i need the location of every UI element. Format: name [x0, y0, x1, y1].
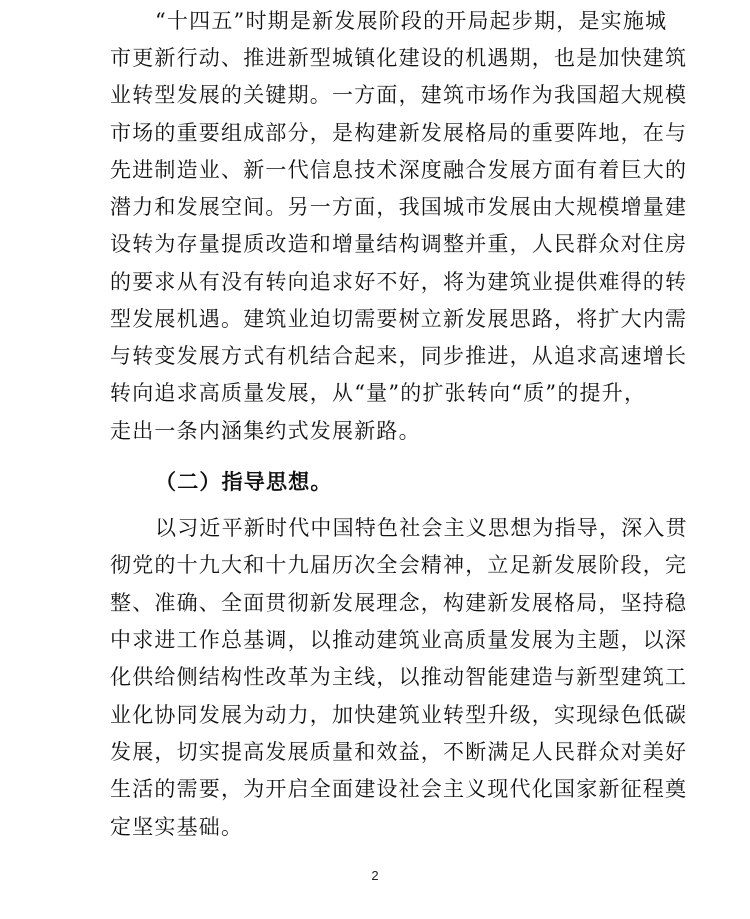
paragraph-2-line-9: 定坚实基础。 — [110, 815, 244, 839]
paragraph-1-line-5: 先进制造业、新一代信息技术深度融合发展方面有着巨大的 — [110, 158, 688, 182]
paragraph-1-line-7: 设转为存量提质改造和增量结构调整并重，人民群众对住房 — [110, 232, 688, 256]
paragraph-2-line-7: 发展，切实提高发展质量和效益，不断满足人民群众对美好 — [110, 740, 688, 764]
page-number: 2 — [371, 868, 379, 883]
paragraph-2-line-6: 业化协同发展为动力，加快建筑业转型升级，实现绿色低碳 — [110, 703, 688, 727]
paragraph-1-line-11: 转向追求高质量发展，从“量”的扩张转向“质”的提升， — [110, 381, 647, 405]
paragraph-1-line-9: 型发展机遇。建筑业迫切需要树立新发展思路，将扩大内需 — [110, 307, 688, 331]
paragraph-2-line-5: 化供给侧结构性改革为主线，以推动智能建造与新型建筑工 — [110, 665, 688, 689]
paragraph-2-line-3: 整、准确、全面贯彻新发展理念，构建新发展格局，坚持稳 — [110, 591, 688, 615]
section-heading: （二）指导思想。 — [155, 469, 333, 494]
paragraph-1-line-12: 走出一条内涵集约式发展新路。 — [110, 419, 421, 443]
paragraph-2-line-2: 彻党的十九大和十九届历次全会精神，立足新发展阶段，完 — [110, 553, 688, 577]
paragraph-1-line-4: 市场的重要组成部分，是构建新发展格局的重要阵地，在与 — [110, 121, 688, 145]
paragraph-2-line-8: 生活的需要，为开启全面建设社会主义现代化国家新征程奠 — [110, 777, 688, 801]
paragraph-1-line-10: 与转变发展方式有机结合起来，同步推进，从追求高速增长 — [110, 344, 688, 368]
paragraph-2-line-1: 以习近平新时代中国特色社会主义思想为指导，深入贯 — [155, 516, 688, 540]
paragraph-1-line-1: “十四五”时期是新发展阶段的开局起步期，是实施城 — [155, 9, 668, 33]
paragraph-1-line-8: 的要求从有没有转向追求好不好，将为建筑业提供难得的转 — [110, 270, 688, 294]
paragraph-1-line-3: 业转型发展的关键期。一方面，建筑市场作为我国超大规模 — [110, 83, 688, 107]
paragraph-1-line-2: 市更新行动、推进新型城镇化建设的机遇期，也是加快建筑 — [110, 46, 688, 70]
paragraph-2-line-4: 中求进工作总基调，以推动建筑业高质量发展为主题，以深 — [110, 628, 688, 652]
paragraph-1-line-6: 潜力和发展空间。另一方面，我国城市发展由大规模增量建 — [110, 195, 688, 219]
